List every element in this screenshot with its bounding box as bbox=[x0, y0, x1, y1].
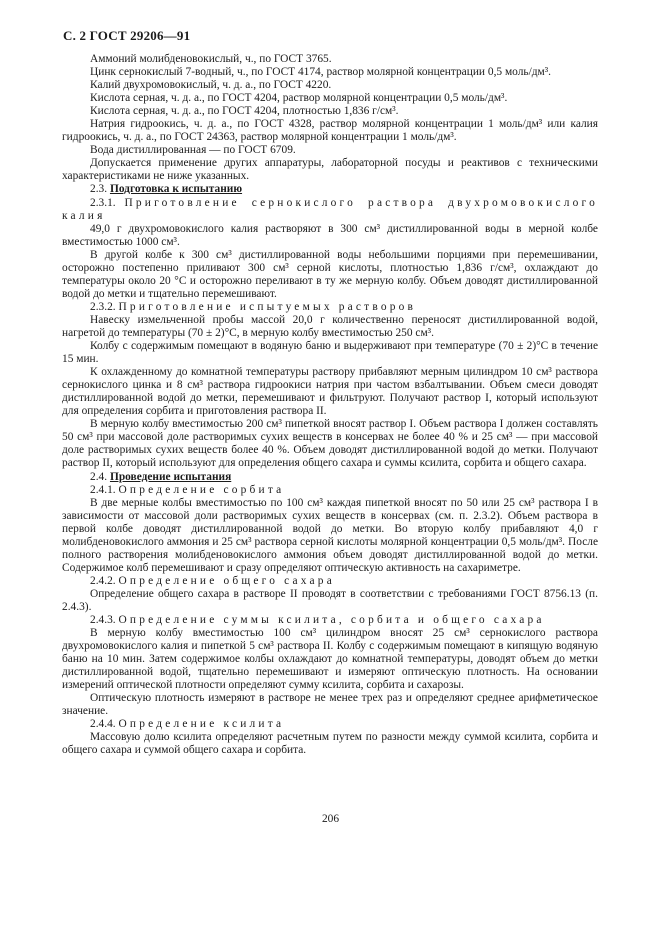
subsection-title: Определение ксилита bbox=[118, 718, 285, 731]
section-heading bbox=[62, 471, 598, 484]
section-number: 2.3. bbox=[90, 183, 108, 196]
subsection-title: Приготовление сернокислого раствора двухромовокислого калия bbox=[62, 196, 598, 222]
reagent-item: Кислота серная, ч. д. а., по ГОСТ 4204, раствор молярной концентрации 0,5 моль/дм³. bbox=[90, 92, 508, 105]
reagent-item: Натрия гидроокись, ч. д. а., по ГОСТ 4328, раствор молярной концентрации 1 моль/дм³ или калия гидроокись, ч. д. а., по ГОСТ 24363, раствор молярной концентрации 1 моль/дм³. bbox=[62, 118, 598, 144]
subsection-number: 2.3.1. bbox=[90, 196, 116, 209]
paragraph: Оптическую плотность измеряют в растворе не менее трех раз и определяют среднее арифметическое значение. bbox=[62, 692, 598, 718]
section-number: 2.4. bbox=[90, 470, 108, 483]
paragraph: Навеску измельченной пробы массой 20,0 г количественно переносят дистиллированной водой, нагретой до температуры (70 ± 2)°С, в мерную колбу вместимостью 250 см³. bbox=[62, 313, 598, 339]
paragraph: В другой колбе к 300 см³ дистиллированной воды небольшими порциями при перемешивании, осторожно постепенно приливают 300 см³ серной кислоты, плотностью 1,836 г/см³, охлаждают до температуры около 20 °С и осторожно переливают в ту же мерную колбу. Объем доводят дистиллированной водой до метки и тщательно перемешивают. bbox=[62, 248, 598, 300]
paragraph: В мерную колбу вместимостью 100 см³ цилиндром вносят 25 см³ сернокислого раствора двухромовокислого калия и пипеткой 5 см³ раствора II. Колбу с содержимым помещают в кипящую водяную баню на 10 мин. Затем содержимое колбы охлаждают до комнатной температуры, доводят объем до метки дистиллированной водой, тщательно перемешивают и измеряют оптическую плотность. На основании измерений оптической плотности определяют сумму ксилита, сорбита и сахарозы. bbox=[62, 627, 598, 692]
subsection-number: 2.4.4. bbox=[90, 718, 116, 731]
subsection-number: 2.4.2. bbox=[90, 574, 116, 587]
reagent-item: Аммоний молибденовокислый, ч., по ГОСТ 3765. bbox=[90, 53, 332, 65]
subsection-title: Определение суммы ксилита, сорбита и общего сахара bbox=[118, 614, 545, 627]
reagent-item: Кислота серная, ч. д. а., по ГОСТ 4204, плотностью 1,836 г/см³. bbox=[90, 105, 399, 118]
reagent-item: Вода дистиллированная — по ГОСТ 6709. bbox=[90, 144, 296, 157]
subsection-heading bbox=[62, 575, 598, 588]
paragraph: Определение общего сахара в растворе II проводят в соответствии с требованиями ГОСТ 8756.13 (п. 2.4.3). bbox=[62, 587, 598, 613]
subsection-heading bbox=[62, 197, 598, 223]
subsection-title: Определение сорбита bbox=[118, 483, 285, 496]
paragraph: Массовую долю ксилита определяют расчетным путем по разности между суммой ксилита, сорбита и общего сахара и суммой общего сахара и сорбита. bbox=[62, 731, 598, 757]
subsection-heading bbox=[62, 718, 598, 731]
paragraph: Колбу с содержимым помещают в водяную баню и выдерживают при температуре (70 ± 2)°С в течение 15 мин. bbox=[62, 340, 598, 366]
reagent-item: Цинк сернокислый 7-водный, ч., по ГОСТ 4174, раствор молярной концентрации 0,5 моль/дм³. bbox=[90, 66, 552, 79]
paragraph: В мерную колбу вместимостью 200 см³ пипеткой вносят раствор I. Объем раствора I должен составлять 50 см³ при массовой доле растворимых сухих веществ в консервах не более 40 % и 25 см³ — при массовой доле растворимых сухих веществ более 40 %. Объем доводят дистиллированной водой до метки. Получают раствор II, который используют для определения общего сахара и суммы ксилита, сорбита и общего сахара. bbox=[62, 418, 598, 470]
subsection-heading bbox=[62, 614, 598, 627]
document-body bbox=[62, 53, 598, 758]
subsection-number: 2.4.1. bbox=[90, 483, 116, 496]
subsection-heading bbox=[62, 484, 598, 497]
subsection-number: 2.3.2. bbox=[90, 300, 116, 313]
subsection-title: Приготовление испытуемых растворов bbox=[118, 300, 417, 313]
paragraph: В две мерные колбы вместимостью по 100 см³ каждая пипеткой вносят по 50 или 25 см³ раствора I в зависимости от массовой доли растворимых сухих веществ в консервах (см. п. 2.3.2). Объем раствора в первой колбе доводят дистиллированной водой до метки. Во вторую колбу прибавляют 4,0 г молибденовокислого аммония и 25 см³ раствора серной кислоты молярной концентрации 0,5 моль/дм³. После полного растворения молибденовокислого аммония объем доводят дистиллированной водой до метки. Содержимое колб перемешивают и сразу определяют оптическую активность на сахариметре. bbox=[62, 496, 598, 574]
section-title: Подготовка к испытанию bbox=[109, 183, 243, 196]
paragraph: 49,0 г двухромовокислого калия растворяют в 300 см³ дистиллированной воды в мерной колбе вместимостью 1000 см³. bbox=[62, 222, 598, 248]
paragraph: К охлажденному до комнатной температуры раствору прибавляют мерным цилиндром 10 см³ раствора сернокислого цинка и 8 см³ раствора гидроокиси натрия при частом взбалтывании. Объем смеси доводят дистиллированной водой до метки, перемешивают и фильтруют. Получают раствор I, который используют для определения сорбита и приготовления раствора II. bbox=[62, 366, 598, 418]
note-paragraph: Допускается применение других аппаратуры, лабораторной посуды и реактивов с техническими характеристиками не ниже указанных. bbox=[62, 157, 598, 183]
subsection-title: Определение общего сахара bbox=[118, 574, 335, 587]
subsection-number: 2.4.3. bbox=[90, 614, 116, 627]
page-header: С. 2 ГОСТ 29206—91 bbox=[63, 28, 191, 43]
section-heading bbox=[62, 183, 598, 196]
section-title: Проведение испытания bbox=[109, 470, 232, 483]
subsection-heading bbox=[62, 301, 598, 314]
page-number: 206 bbox=[321, 813, 340, 825]
reagent-item: Калий двухромовокислый, ч. д. а., по ГОСТ 4220. bbox=[90, 79, 332, 92]
